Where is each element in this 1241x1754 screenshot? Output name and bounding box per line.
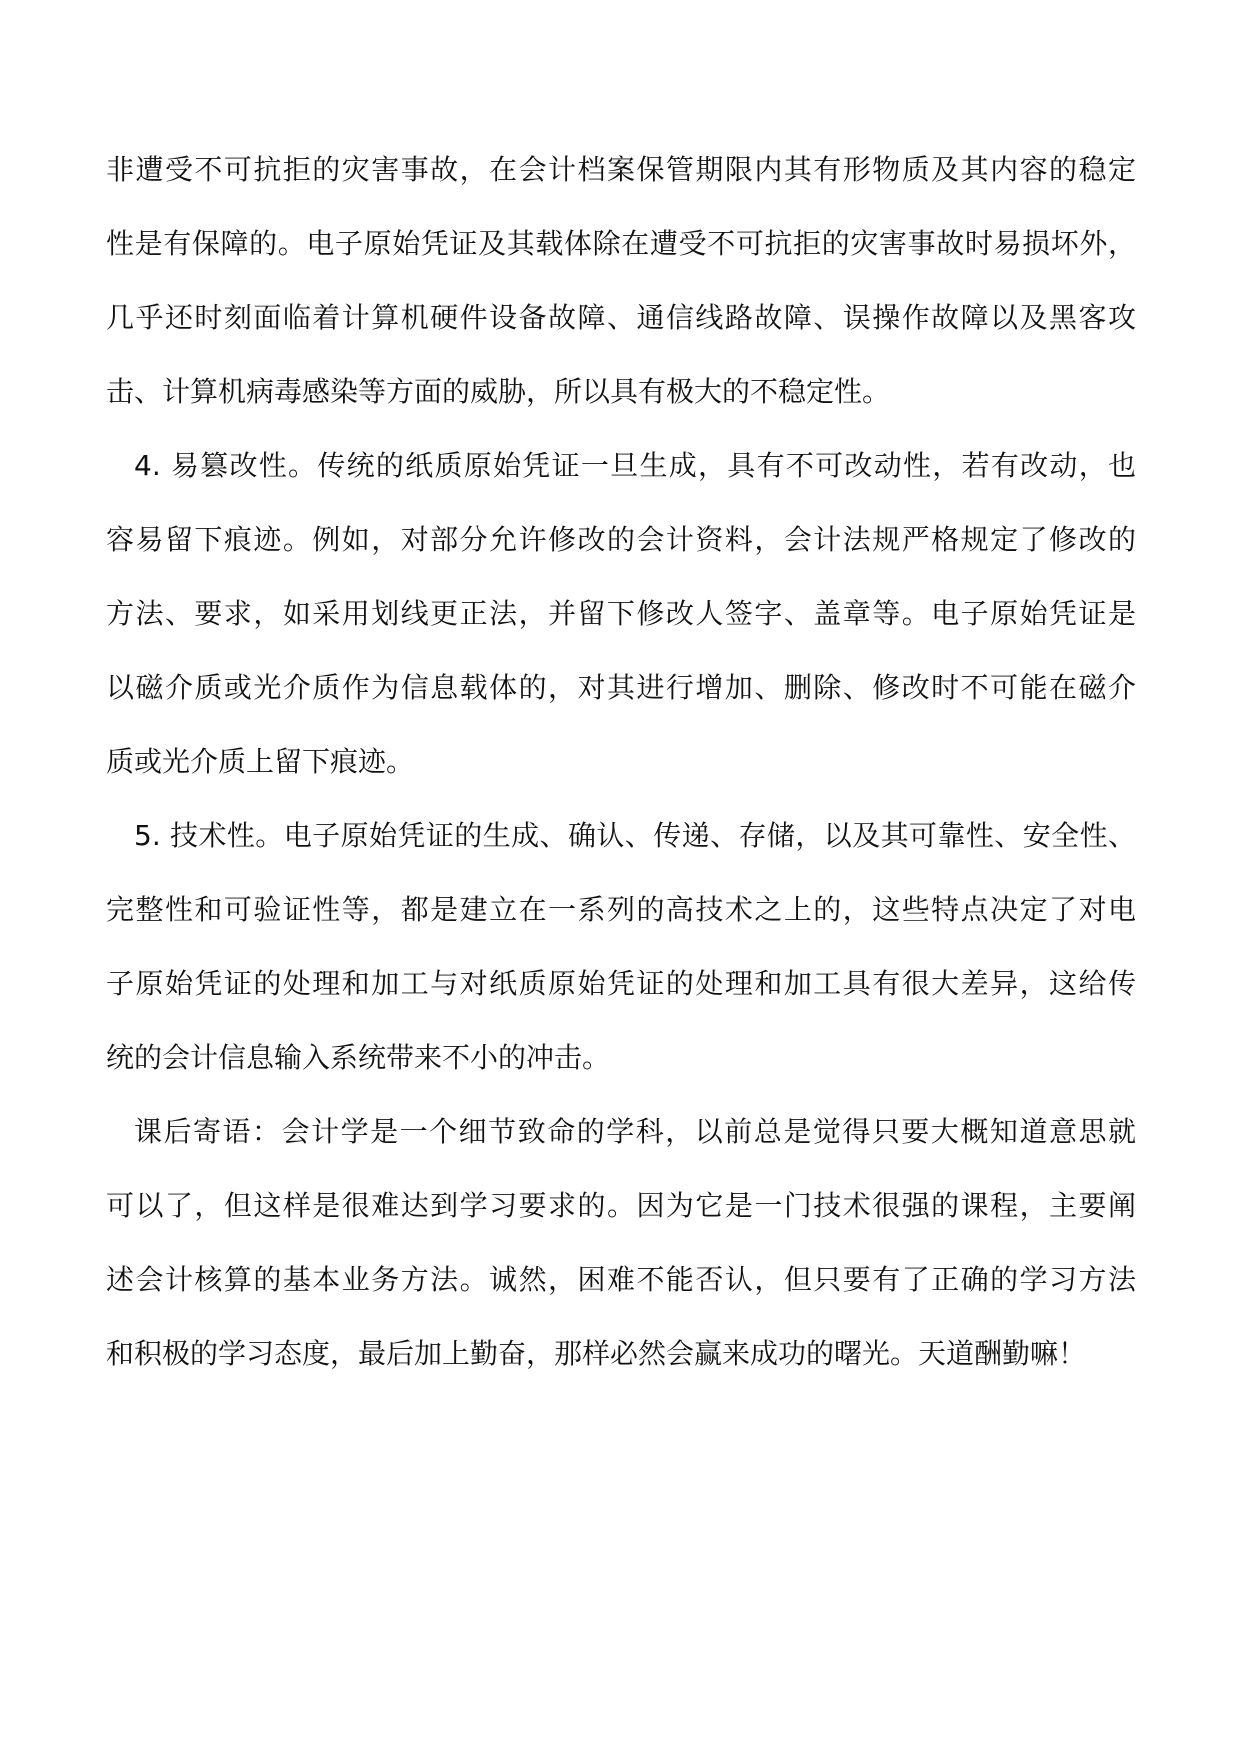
text-line-1: 非遭受不可抗拒的灾害事故，在会计档案保管期限内其有形物质及其内容的稳定 xyxy=(106,153,1136,186)
text-line-12: 子原始凭证的处理和加工与对纸质原始凭证的处理和加工具有很大差异，这给传 xyxy=(106,967,1136,1000)
text-line-15: 可以了，但这样是很难达到学习要求的。因为它是一门技术很强的课程，主要阐 xyxy=(106,1189,1136,1222)
text-line-11: 完整性和可验证性等，都是建立在一系列的高技术之上的，这些特点决定了对电 xyxy=(106,893,1136,926)
text-line-17: 和积极的学习态度，最后加上勤奋，那样必然会赢来成功的曙光。天道酬勤嘛！ xyxy=(106,1337,1087,1370)
text-line-7: 方法、要求，如采用划线更正法，并留下修改人签字、盖章等。电子原始凭证是 xyxy=(106,597,1136,630)
text-line-10: 5. 技术性。电子原始凭证的生成、确认、传递、存储，以及其可靠性、安全性、 xyxy=(134,819,1136,852)
text-line-9: 质或光介质上留下痕迹。 xyxy=(106,745,415,778)
text-line-2: 性是有保障的。电子原始凭证及其载体除在遭受不可抗拒的灾害事故时易损坏外， xyxy=(106,227,1136,260)
text-line-13: 统的会计信息输入系统带来不小的冲击。 xyxy=(106,1041,611,1074)
text-line-14: 课后寄语：会计学是一个细节致命的学科，以前总是觉得只要大概知道意思就 xyxy=(134,1115,1136,1148)
text-line-5: 4. 易篡改性。传统的纸质原始凭证一旦生成，具有不可改动性，若有改动，也 xyxy=(134,449,1136,482)
text-line-6: 容易留下痕迹。例如，对部分允许修改的会计资料，会计法规严格规定了修改的 xyxy=(106,523,1136,556)
text-line-4: 击、计算机病毒感染等方面的威胁，所以具有极大的不稳定性。 xyxy=(106,375,891,408)
text-line-8: 以磁介质或光介质作为信息载体的，对其进行增加、删除、修改时不可能在磁介 xyxy=(106,671,1136,704)
text-line-3: 几乎还时刻面临着计算机硬件设备故障、通信线路故障、误操作故障以及黑客攻 xyxy=(106,301,1136,334)
text-line-16: 述会计核算的基本业务方法。诚然，困难不能否认，但只要有了正确的学习方法 xyxy=(106,1263,1136,1296)
